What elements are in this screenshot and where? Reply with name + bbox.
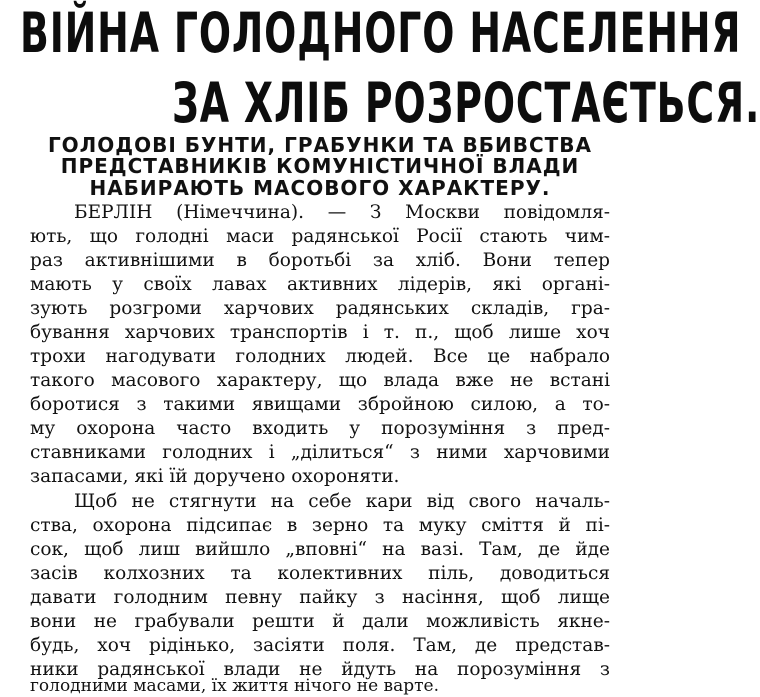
body-line: БЕРЛІН (Німеччина). — З Москви повідомля- bbox=[74, 202, 610, 223]
body-line: ства, охорона підсипає в зерно та муку сміття й пі- bbox=[30, 515, 610, 536]
body-line: засів колхозних та колективних піль, доводиться bbox=[30, 563, 610, 584]
body-line: трохи нагодувати голодних людей. Все це набрало bbox=[30, 346, 610, 367]
body-line: запасами, які їй доручено охороняти. bbox=[30, 466, 400, 487]
body-line: Щоб не стягнути на себе кари від свого началь- bbox=[74, 491, 610, 512]
body-line: голодними масами, їх життя нічого не варте. bbox=[30, 676, 440, 696]
subheadline-line-3: НАБИРАЮТЬ МАСОВОГО ХАРАКТЕРУ. bbox=[89, 176, 551, 200]
body-line: будь, хоч рідінько, засіяти поля. Там, де представ- bbox=[30, 635, 610, 656]
body-line: ставниками голодних і „ділиться“ з ними харчовими bbox=[30, 442, 610, 463]
body-line: бування харчових транспортів і т. п., щоб лише хоч bbox=[30, 322, 610, 343]
headline-line-1: ВІЙНА ГОЛОДНОГО НАСЕЛЕННЯ bbox=[20, 2, 742, 66]
body-line: мають у своїх лавах активних лідерів, які органі- bbox=[30, 274, 610, 295]
body-line: ники радянської влади не йдуть на порозуміння з bbox=[30, 659, 610, 680]
headline-line-2: ЗА ХЛІБ РОЗРОСТАЄТЬСЯ. bbox=[172, 72, 760, 136]
subheadline-line-1: ГОЛОДОВІ БУНТИ, ГРАБУНКИ ТА ВБИВСТВА bbox=[47, 133, 593, 157]
body-line: сок, щоб лиш вийшло „вповні“ на вазі. Там, де йде bbox=[30, 539, 610, 560]
body-line: такого масового характеру, що влада вже не встані bbox=[30, 370, 610, 391]
body-line: вони не грабували решти й дали можливість якне- bbox=[30, 611, 610, 632]
body-line: зують розгроми харчових радянських складів, гра- bbox=[30, 298, 610, 319]
body-line: раз активнішими в боротьбі за хліб. Вони тепер bbox=[30, 250, 610, 271]
body-line: му охорона часто входить у порозуміння з пред- bbox=[30, 418, 610, 439]
subheadline-line-2: ПРЕДСТАВНИКІВ КОМУНІСТИЧНОЇ ВЛАДИ bbox=[60, 154, 580, 178]
body-line: боротися з такими явищами збройною силою, а то- bbox=[30, 394, 610, 415]
body-line: ють, що голодні маси радянської Росії стають чим- bbox=[30, 226, 610, 247]
body-line: давати голодним певну пайку з насіння, щоб лище bbox=[30, 587, 610, 608]
